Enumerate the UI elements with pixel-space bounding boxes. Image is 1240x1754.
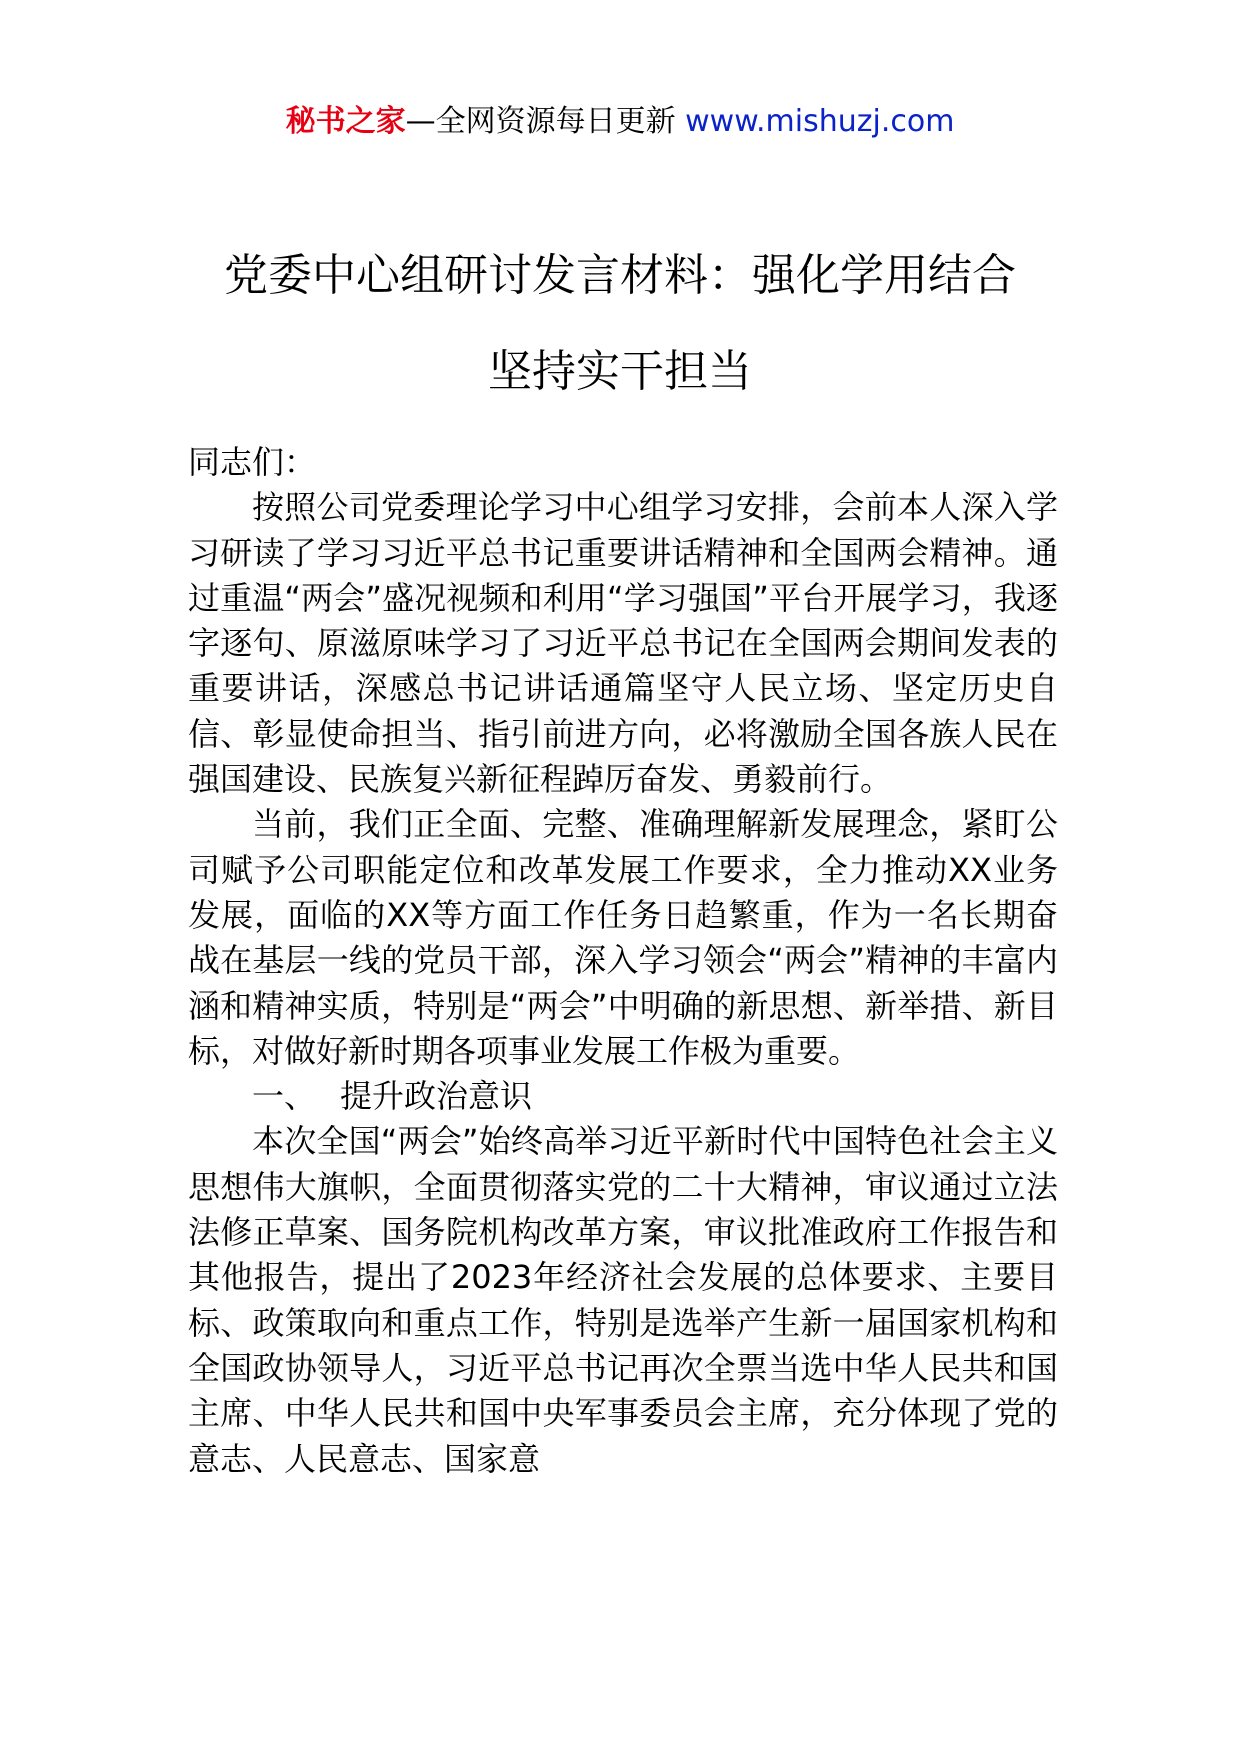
document-title: [0, 228, 1240, 420]
site-header: [0, 100, 1240, 144]
section-heading-1: [188, 1074, 1058, 1119]
document-body: [188, 440, 1058, 1482]
body-paragraph-3: 本次全国“两会”始终高举习近平新时代中国特色社会主义思想伟大旗帜，全面贯彻落实党的二十大精神，审议通过立法法修正草案、国务院机构改革方案，审议批准政府工作报告和其他报告，提出了2023年经济社会发展的总体要求、主要目标、政策取向和重点工作，特别是选举产生新一届国家机构和全国政协领导人，习近平总书记再次全票当选中华人民共和国主席、中华人民共和国中央军事委员会主席，充分体现了党的意志、人民意志、国家意: [188, 1122, 1058, 1478]
document-title-line-2: 坚持实干担当: [488, 346, 752, 397]
salutation: 同志们：: [188, 443, 317, 481]
document-title-line-1: 党委中心组研讨发言材料：强化学用结合: [224, 250, 1016, 301]
section-heading-title: 提升政治意识: [340, 1077, 533, 1116]
site-tagline: —全网资源每日更新: [405, 104, 676, 139]
section-heading-number: 一、: [252, 1077, 317, 1116]
body-paragraph-1: 按照公司党委理论学习中心组学习安排，会前本人深入学习研读了学习习近平总书记重要讲话精神和全国两会精神。通过重温“两会”盛况视频和利用“学习强国”平台开展学习，我逐字逐句、原滋原味学习了习近平总书记在全国两会期间发表的重要讲话，深感总书记讲话通篇坚守人民立场、坚定历史自信、彰显使命担当、指引前进方向，必将激励全国各族人民在强国建设、民族复兴新征程踔厉奋发、勇毅前行。: [188, 488, 1058, 799]
site-url-link[interactable]: www.mishuzj.com: [685, 104, 955, 139]
site-brand: 秘书之家: [285, 104, 406, 139]
body-paragraph-2: 当前，我们正全面、完整、准确理解新发展理念，紧盯公司赋予公司职能定位和改革发展工作要求，全力推动XX业务发展，面临的XX等方面工作任务日趋繁重，作为一名长期奋战在基层一线的党员干部，深入学习领会“两会”精神的丰富内涵和精神实质，特别是“两会”中明确的新思想、新举措、新目标，对做好新时期各项事业发展工作极为重要。: [188, 805, 1058, 1070]
